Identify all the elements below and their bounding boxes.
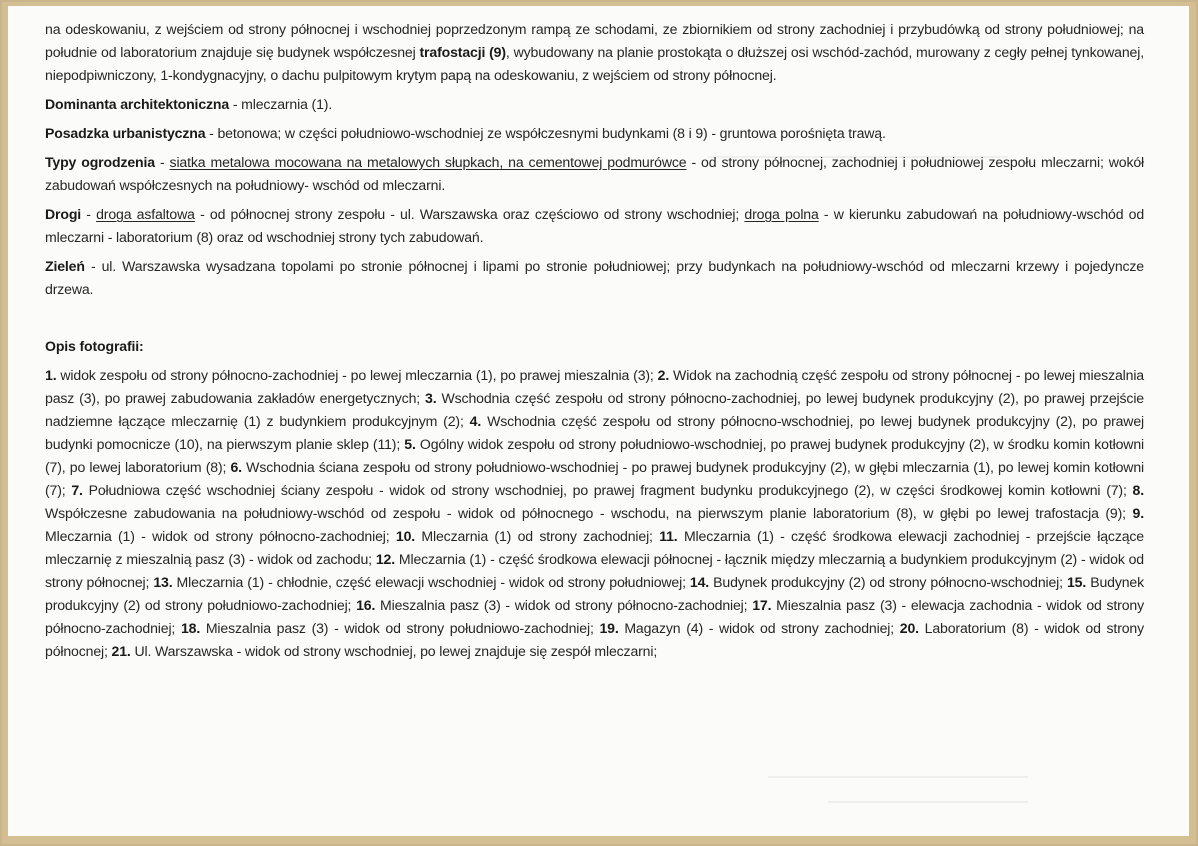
photo-number: 8.: [1132, 482, 1144, 498]
photo-description: Budynek produkcyjny (2) od strony południowo-zachodniej;: [45, 574, 1144, 613]
zielen-label: Zieleń: [45, 258, 85, 274]
paragraph-intro: [45, 18, 1144, 87]
document-body: [45, 18, 1144, 669]
photo-number: 19.: [599, 620, 619, 636]
ogrodzenia-sep: -: [154, 154, 170, 170]
paragraph-ogrodzenia: [45, 151, 1144, 197]
paragraph-zielen: [45, 255, 1144, 301]
dominanta-label: Dominanta architektoniczna: [45, 96, 230, 112]
photo-number: 12.: [375, 551, 395, 567]
scan-frame: [2, 2, 1196, 844]
photos-heading: [45, 335, 1144, 358]
drogi-polna: droga polna: [744, 206, 819, 222]
photo-description: Mleczarnia (1) - część środkowa elewacji zachodniej - przejście łączące mleczarnię z mieszalnią pasz (3) - widok od zachodu;: [45, 528, 1144, 567]
ogrodzenia-text: - od strony północnej, zachodniej i południowej zespołu mleczarni; wokół zabudowań współczesnych na południowy- wschód od mleczarni.: [45, 154, 1145, 193]
photo-description: Ogólny widok zespołu od strony południowo-wschodniej, po prawej budynek produkcyjny (2), w środku komin kotłowni (7), po lewej laboratorium (8);: [45, 436, 1144, 475]
photo-number: 17.: [752, 597, 772, 613]
photo-number: 20.: [899, 620, 919, 636]
photo-number: 3.: [425, 390, 437, 406]
photo-description: Współczesne zabudowania na południowy-wschód od zespołu - widok od północnego - wschodu, na pierwszym planie laboratorium (8), w głębi po lewej trafostacja (9);: [45, 505, 1133, 521]
zielen-text: - ul. Warszawska wysadzana topolami po stronie północnej i lipami po stronie południowej; przy budynkach na południowy-wschód od mleczarni krzewy i pojedyncze drzewa.: [45, 258, 1144, 297]
photo-number: 6.: [230, 459, 242, 475]
photo-description: Budynek produkcyjny (2) od strony północno-wschodniej;: [709, 574, 1067, 590]
photo-description: Mieszalnia pasz (3) - widok od strony południowo-zachodniej;: [200, 620, 600, 636]
bleed-through-line: [828, 801, 1028, 803]
intro-text-1: na odeskowaniu, z wejściem od strony północnej i wschodniej poprzedzonym rampą ze schodami, ze zbiornikiem od strony zachodniej i przybudówką od strony południowej; na południe od laboratorium znajduje się budynek współczesnej: [45, 21, 1144, 60]
photo-number: 1.: [45, 367, 57, 383]
photo-description: Mleczarnia (1) - widok od strony północno-zachodniej;: [45, 528, 396, 544]
photo-description: Wschodnia ściana zespołu od strony południowo-wschodniej - po prawej budynek produkcyjny (2), w głębi mleczarnia (1), po lewej komin kotłowni (7);: [45, 459, 1144, 498]
drogi-text-1: - od północnej strony zespołu - ul. Warszawska oraz częściowo od strony wschodniej;: [194, 206, 745, 222]
drogi-asfaltowa: droga asfaltowa: [96, 206, 195, 222]
photo-description: Ul. Warszawska - widok od strony wschodniej, po lewej znajduje się zespół mleczarni;: [130, 643, 658, 659]
drogi-sep: -: [81, 206, 97, 222]
photo-number: 16.: [356, 597, 376, 613]
photo-description: Mieszalnia pasz (3) - widok od strony północno-zachodniej;: [375, 597, 753, 613]
posadzka-label: Posadzka urbanistyczna: [45, 125, 206, 141]
drogi-label: Drogi: [45, 206, 82, 222]
photo-description: Południowa część wschodniej ściany zespołu - widok od strony wschodniej, po prawej fragment budynku produkcyjnego (2), w części środkowej komin kotłowni (7);: [82, 482, 1133, 498]
photo-number: 2.: [657, 367, 670, 383]
photo-description: Mieszalnia pasz (3) - elewacja zachodnia - widok od strony północno-zachodniej;: [45, 597, 1144, 636]
photo-description: Wschodnia część zespołu od strony północno-wschodniej, po lewej budynek produkcyjny (2), po prawej budynki pomocnicze (10), na pierwszym planie sklep (11);: [45, 413, 1144, 452]
photo-number: 21.: [111, 643, 131, 659]
ogrodzenia-underlined: siatka metalowa mocowana na metalowych słupkach, na cementowej podmurówce: [169, 154, 687, 170]
photo-description: Magazyn (4) - widok od strony zachodniej;: [618, 620, 900, 636]
photos-heading-text: Opis fotografii:: [45, 338, 144, 354]
photo-number: 9.: [1132, 505, 1144, 521]
ogrodzenia-label: Typy ogrodzenia: [45, 154, 155, 170]
bleed-through-line: [768, 776, 1028, 778]
paragraph-drogi: [45, 203, 1144, 249]
photo-number: 7.: [71, 482, 83, 498]
photo-description: Wschodnia część zespołu od strony północno-zachodniej, po lewej budynek produkcyjny (2), po prawej przejście nadziemne łączące mleczarnię (1) z budynkiem produkcyjnym (2);: [45, 390, 1144, 429]
photo-description: Mleczarnia (1) od strony zachodniej;: [415, 528, 660, 544]
dominanta-text: - mleczarnia (1).: [229, 96, 333, 112]
photo-descriptions: [45, 364, 1144, 663]
photo-number: 18.: [180, 620, 201, 636]
drogi-text-2: - w kierunku zabudowań na południowy-wschód od mleczarni - laboratorium (8) oraz od wschodniej strony tych zabudowań.: [45, 206, 1145, 245]
posadzka-text: - betonowa; w części południowo-wschodniej ze współczesnymi budynkami (8 i 9) - gruntowa porośnięta trawą.: [205, 125, 886, 141]
photo-description: Laboratorium (8) - widok od strony północnej;: [45, 620, 1145, 659]
photo-description: widok zespołu od strony północno-zachodniej - po lewej mleczarnia (1), po prawej mieszalnia (3);: [56, 367, 658, 383]
trafostacja-label: trafostacji (9): [419, 44, 506, 60]
intro-text-2: , wybudowany na planie prostokąta o dłuższej osi wschód-zachód, murowany z cegły pełnej tynkowanej, niepodpiwniczony, 1-kondygnacyjny, o dachu pulpitowym krytym papą na odeskowaniu, z wejściem od strony północnej.: [45, 44, 1144, 83]
paragraph-posadzka: [45, 122, 1144, 145]
photo-description: Mleczarnia (1) - część środkowa elewacji północnej - łącznik między mleczarnią a budynkiem produkcyjnym (2) - widok od strony północnej;: [45, 551, 1144, 590]
photo-number: 4.: [469, 413, 482, 429]
photo-description: Mleczarnia (1) - chłodnie, część elewacji wschodniej - widok od strony południowej;: [172, 574, 690, 590]
photo-number: 10.: [395, 528, 416, 544]
photo-number: 5.: [404, 436, 416, 452]
photo-number: 15.: [1066, 574, 1087, 590]
photo-description: Widok na zachodnią część zespołu od strony północnej - po lewej mieszalnia pasz (3), po prawej zabudowania zakładów energetycznych;: [45, 367, 1144, 406]
photo-number: 14.: [689, 574, 710, 590]
photo-number: 11.: [659, 528, 678, 544]
document-page: [8, 6, 1189, 836]
photo-number: 13.: [153, 574, 173, 590]
paragraph-dominanta: [45, 93, 1144, 116]
